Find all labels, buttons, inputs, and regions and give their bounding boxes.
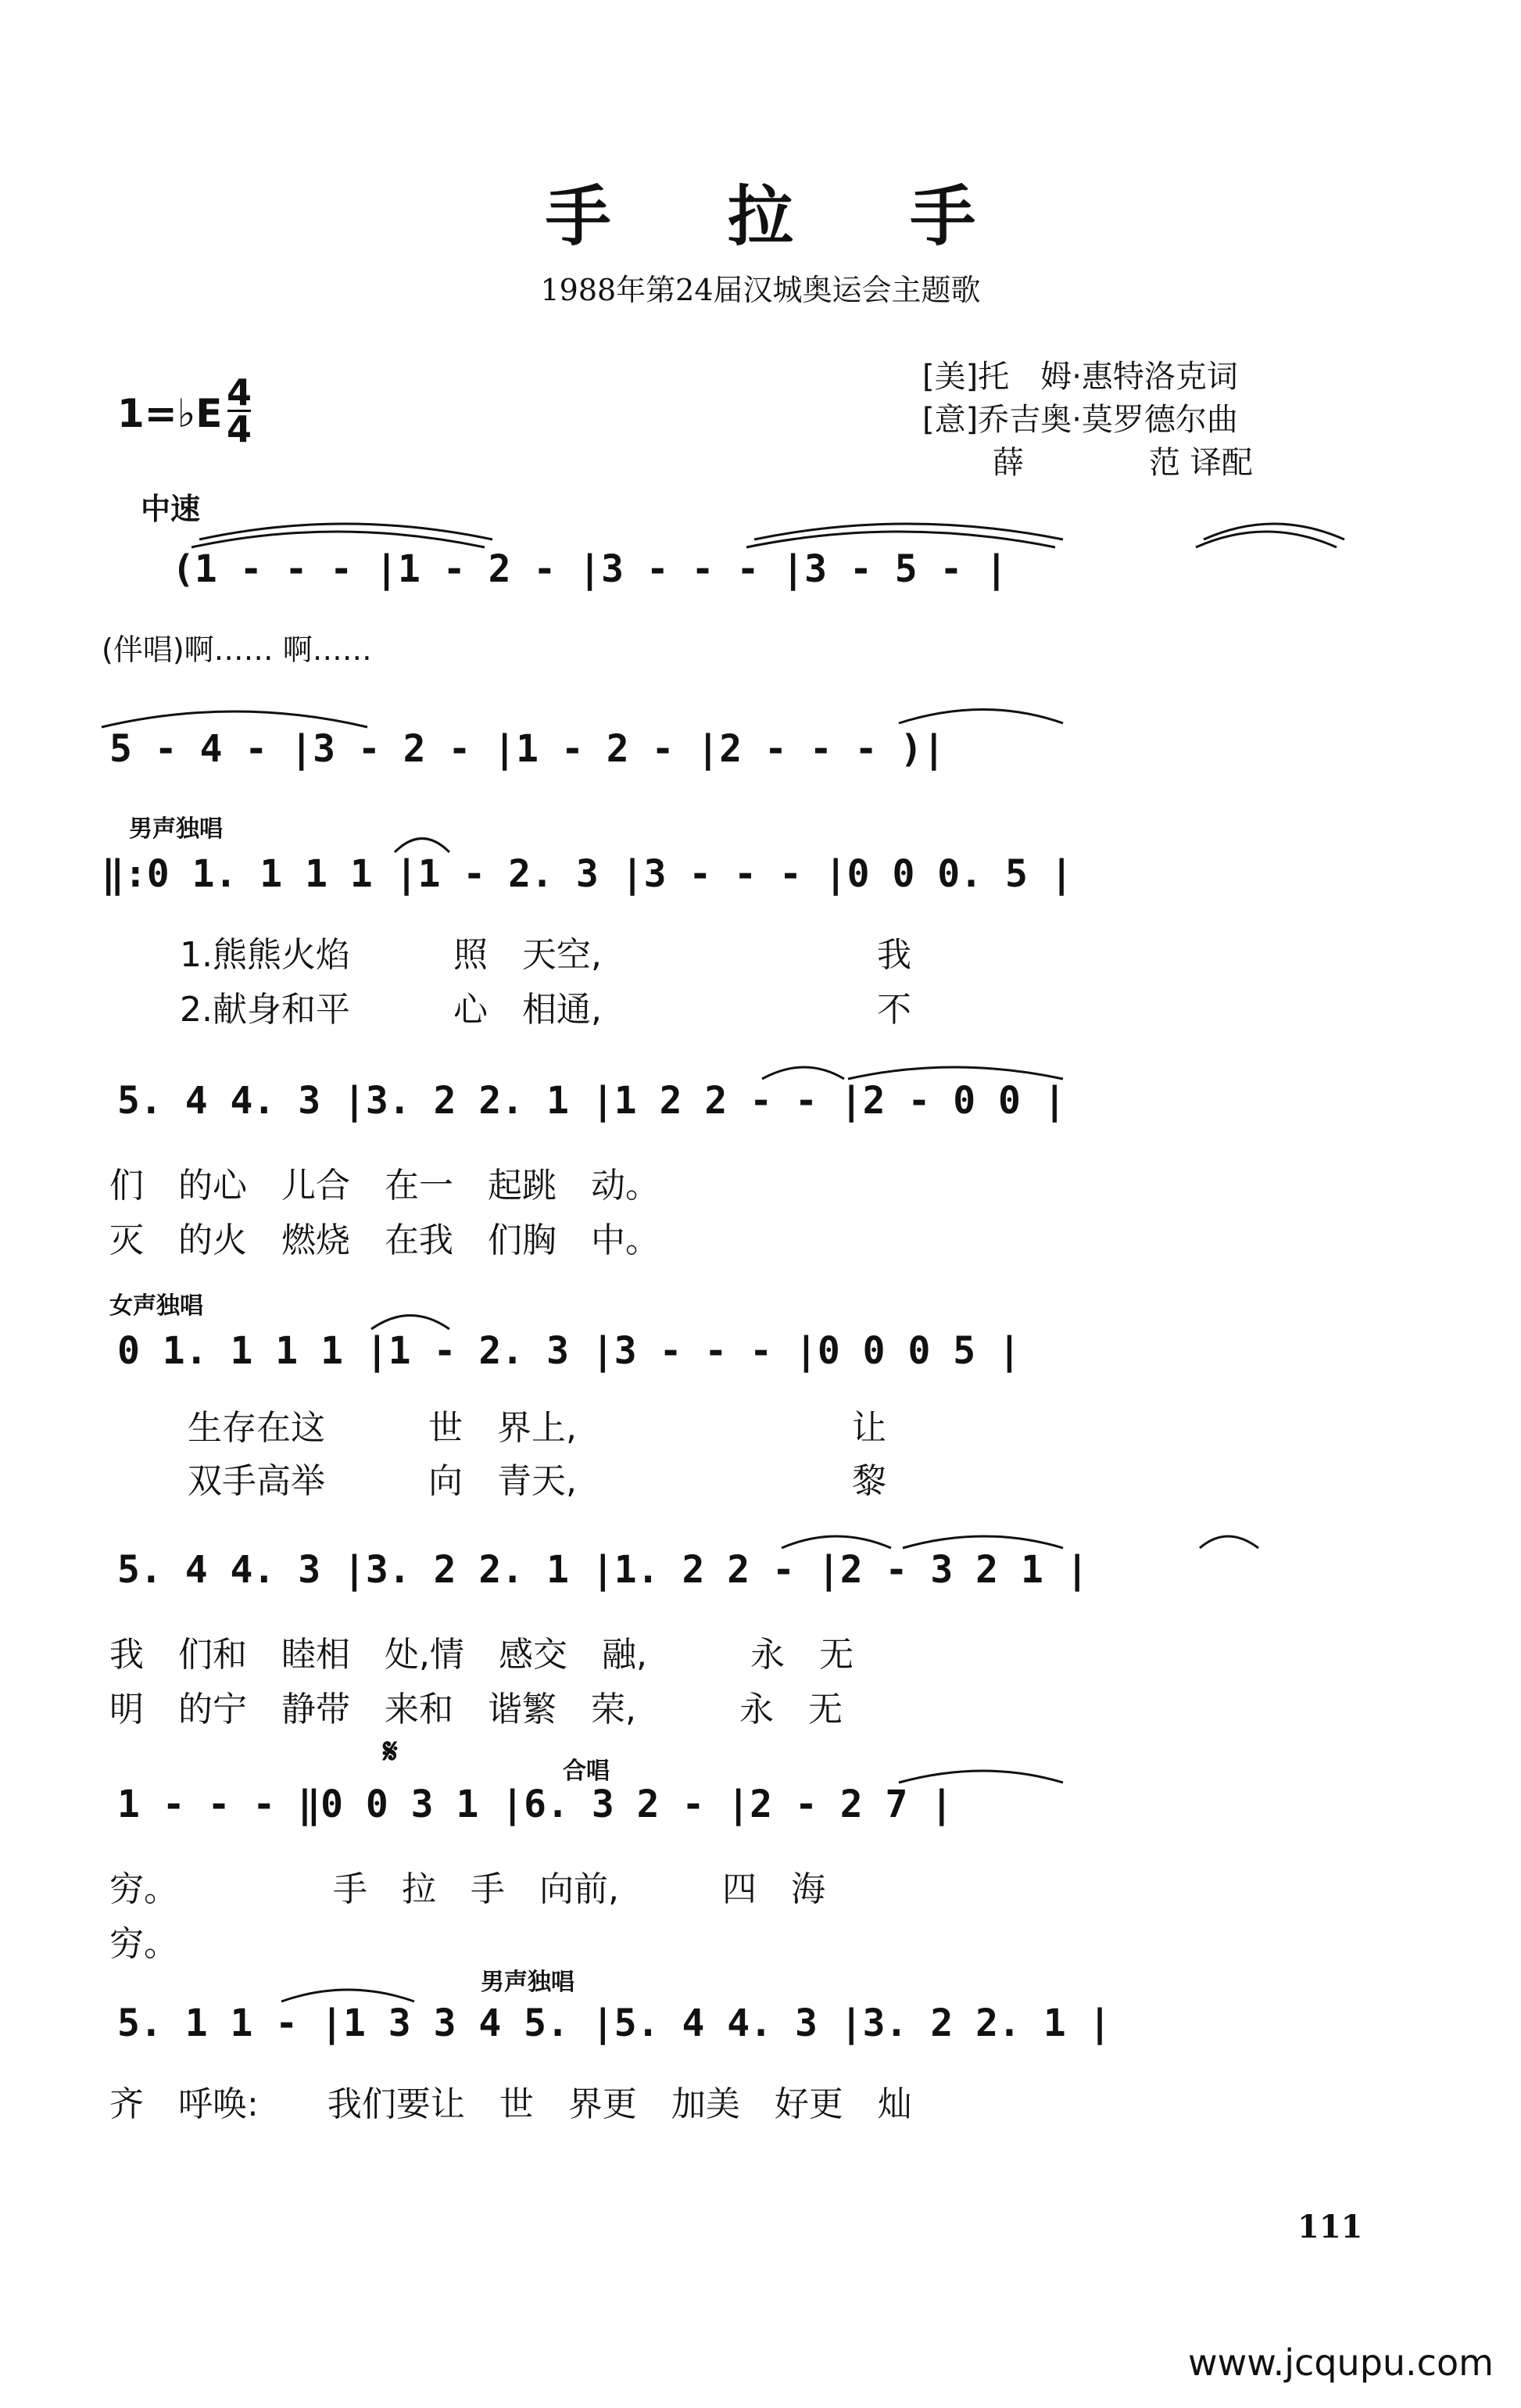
lyric-row-5-verse-2: 双手高举 向 青天, 黎 — [188, 1461, 886, 1501]
tie-arc — [762, 1067, 844, 1079]
role-label-male-solo: 男声独唱 — [129, 815, 223, 843]
notation-row-2: 5 - 4 - |3 - 2 - |1 - 2 - |2 - - - )| — [109, 727, 946, 771]
tie-arc — [191, 532, 485, 547]
tie-arc — [281, 1990, 414, 2001]
segno-sign: 𝄋 — [383, 1732, 398, 1772]
role-label-female-solo: 女声独唱 — [109, 1292, 203, 1320]
lyric-row-3-verse-2: 2.献身和平 心 相通, 不 — [180, 990, 911, 1030]
lyric-row-4-verse-1: 们 的心 儿合 在一 起跳 动。 — [109, 1166, 660, 1206]
notation-row-3: ‖:0 1. 1 1 1 |1 - 2. 3 |3 - - - |0 0 0. 5 | — [102, 852, 1073, 896]
lyric-row-3-verse-1: 1.熊熊火焰 照 天空, 我 — [180, 935, 911, 975]
role-label-male-solo-2: 男声独唱 — [481, 1969, 574, 1996]
notation-row-6: 5. 4 4. 3 |3. 2 2. 1 |1. 2 2 - |2 - 3 2 1 | — [117, 1548, 1089, 1592]
lyric-row-5-verse-1: 生存在这 世 界上, 让 — [188, 1408, 886, 1448]
role-label-chorus: 合唱 — [563, 1758, 610, 1785]
tie-arc — [1196, 532, 1337, 547]
lyric-row-4-verse-2: 灭 的火 燃烧 在我 们胸 中。 — [109, 1220, 660, 1260]
notation-row-1: (1 - - - |1 - 2 - |3 - - - |3 - 5 - | — [172, 547, 1008, 591]
time-signature-bottom: 4 — [227, 408, 252, 450]
notation-row-8: 5. 1 1 - |1 3 3 4 5. |5. 4 4. 3 |3. 2 2. 1 | — [117, 2001, 1111, 2045]
translator-credit: 薛 范 译配 — [993, 445, 1253, 481]
watermark-site: www.jcqupu.com — [1188, 2342, 1494, 2384]
lyric-row-6-verse-2: 明 的宁 静带 来和 谐繁 荣, 永 无 — [109, 1690, 843, 1729]
tie-arc — [754, 524, 1063, 539]
tie-arc — [899, 710, 1063, 724]
tie-arc — [199, 524, 492, 539]
lyric-row-6-verse-1: 我 们和 睦相 处,情 感交 融, 永 无 — [109, 1635, 854, 1675]
notation-row-4: 5. 4 4. 3 |3. 2 2. 1 |1 2 2 - - |2 - 0 0 | — [117, 1079, 1066, 1123]
tie-arc — [1200, 1536, 1258, 1548]
composer-credit: [意]乔吉奥·莫罗德尔曲 — [922, 402, 1238, 438]
time-signature-top: 4 — [227, 371, 252, 414]
lyric-row-1-verse-1: (伴唱)啊…… 啊…… — [102, 632, 372, 667]
tie-arc — [903, 1536, 1063, 1548]
notation-row-5: 0 1. 1 1 1 |1 - 2. 3 |3 - - - |0 0 0 5 | — [117, 1329, 1021, 1373]
tie-arc — [395, 839, 449, 853]
tie-arc — [899, 1771, 1063, 1783]
time-signature — [227, 371, 252, 450]
lyric-row-7-verse-1: 穷。 手 拉 手 向前, 四 海 — [109, 1869, 825, 1909]
tie-arc — [782, 1536, 891, 1548]
lyricist-credit: [美]托 姆·惠特洛克词 — [922, 359, 1238, 395]
key-signature: 1=♭E — [117, 391, 223, 436]
tie-arc — [746, 532, 1055, 547]
tie-arc — [1204, 524, 1344, 539]
tempo-marking: 中速 — [141, 492, 201, 526]
song-subtitle: 1988年第24届汉城奥运会主题歌 — [540, 273, 981, 307]
tie-arc — [371, 1316, 449, 1330]
lyric-row-8-verse-1: 齐 呼唤: 我们要让 世 界更 加美 好更 灿 — [109, 2084, 912, 2124]
song-title: 手 拉 手 — [545, 177, 1023, 255]
notation-row-7: 1 - - - ‖0 0 3 1 |6. 3 2 - |2 - 2 7 | — [117, 1783, 954, 1826]
tie-arc — [848, 1067, 1063, 1079]
lyric-row-7-verse-2: 穷。 — [109, 1924, 178, 1964]
tie-arc — [102, 711, 367, 727]
page-number: 111 — [1297, 2209, 1363, 2245]
